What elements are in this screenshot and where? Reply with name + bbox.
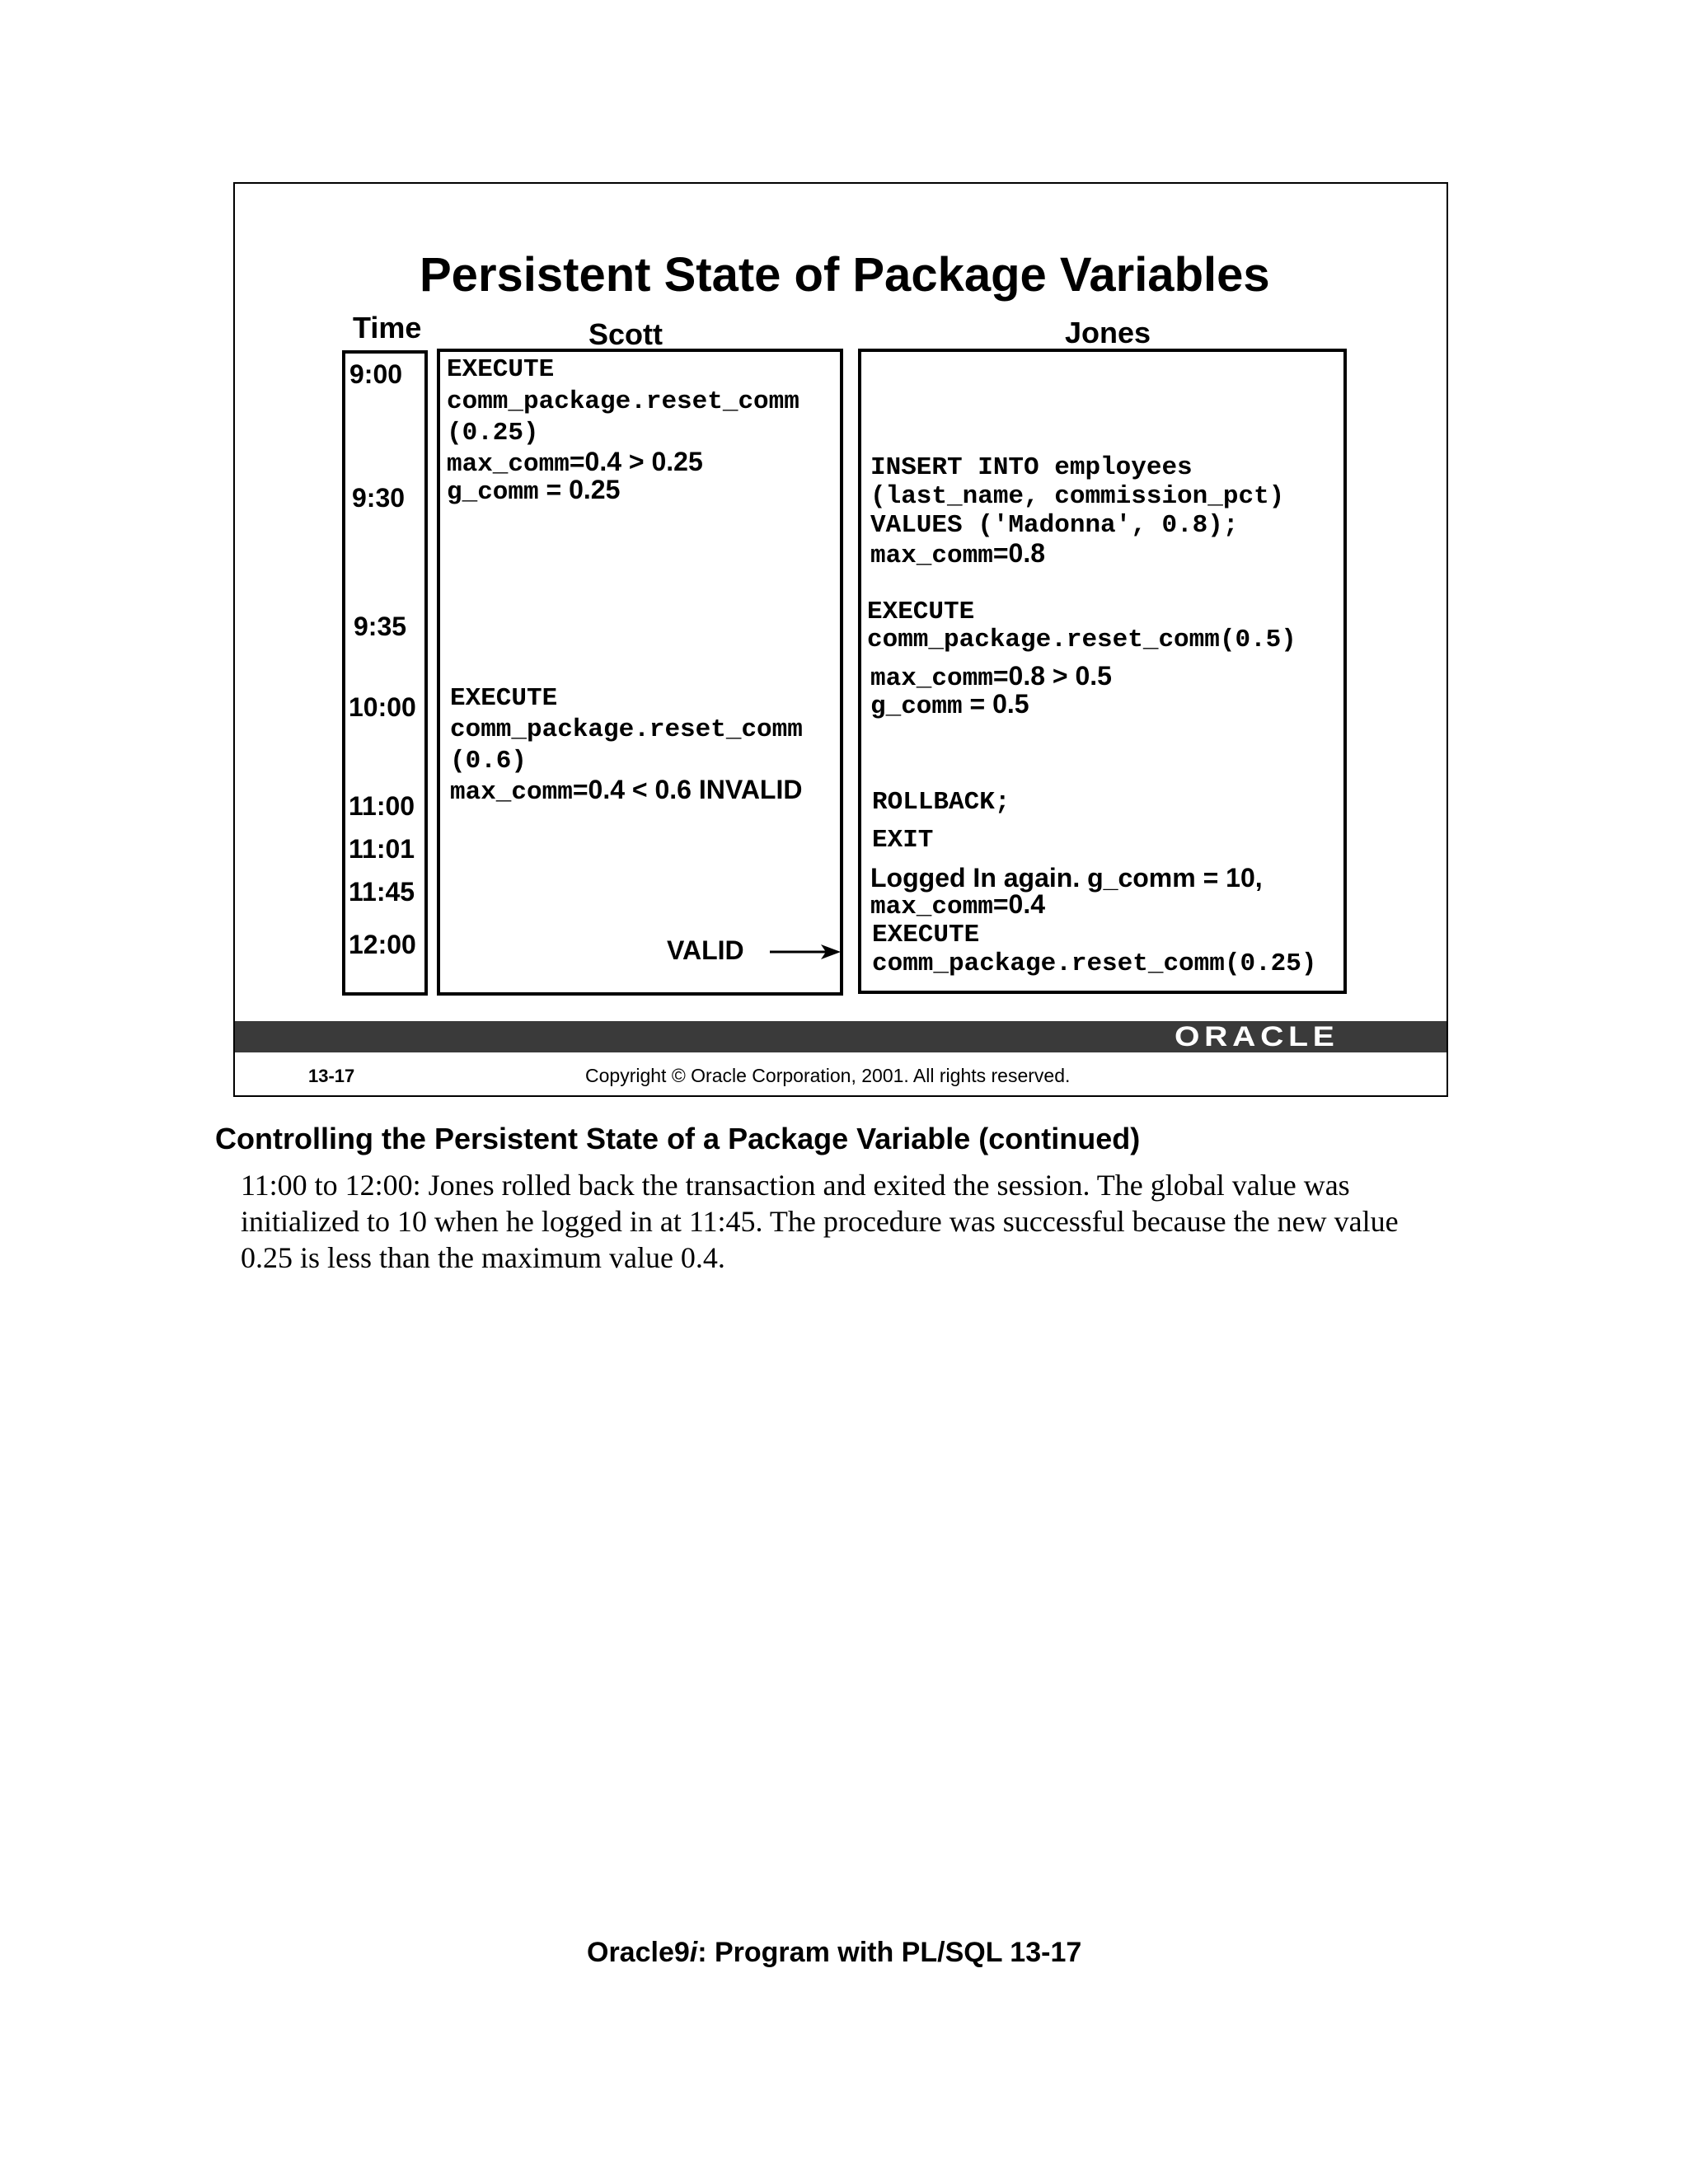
arrow-right-icon	[768, 940, 842, 964]
jones-call-2: comm_package.reset_comm(0.25)	[872, 949, 1317, 978]
scott-arg-2: (0.6)	[450, 747, 528, 776]
oracle-logo: ORACLE	[1175, 1021, 1339, 1052]
scott-column-header: Scott	[588, 317, 663, 351]
copyright-notice: Copyright © Oracle Corporation, 2001. All rights reserved.	[585, 1065, 1071, 1086]
time-label: 9:30	[352, 483, 406, 513]
time-label: 11:01	[349, 834, 415, 864]
jones-max-1: max_comm=0.8	[870, 538, 1045, 570]
jones-max-2: max_comm=0.4	[870, 889, 1045, 921]
jones-column-header: Jones	[1065, 316, 1151, 349]
jones-logged-in: Logged In again. g_comm = 10,	[870, 863, 1263, 893]
time-label: 9:00	[349, 359, 403, 389]
notes-line: initialized to 10 when he logged in at 11:45. The procedure was successful because the new value	[241, 1205, 1399, 1238]
scott-gcomm: g_comm = 0.25	[447, 475, 621, 507]
jones-gcomm: g_comm = 0.5	[870, 689, 1029, 721]
jones-rollback: ROLLBACK;	[872, 788, 1010, 817]
jones-call-1: comm_package.reset_comm(0.5)	[867, 626, 1296, 654]
time-label: 10:00	[349, 692, 416, 722]
notes-line: 11:00 to 12:00: Jones rolled back the transaction and exited the session. The global value was	[241, 1169, 1350, 1202]
scott-call-2: comm_package.reset_comm	[450, 715, 803, 744]
jones-check: max_comm=0.8 > 0.5	[870, 661, 1112, 693]
scott-execute-1: EXECUTE	[447, 355, 555, 384]
notes-heading: Controlling the Persistent State of a Package Variable (continued)	[215, 1122, 1141, 1155]
scott-execute-2: EXECUTE	[450, 684, 558, 713]
scott-arg-1: (0.25)	[447, 419, 539, 448]
jones-exit: EXIT	[872, 826, 934, 855]
time-label: 9:35	[354, 612, 407, 641]
jones-execute-1: EXECUTE	[867, 598, 975, 626]
time-column-header: Time	[353, 311, 422, 344]
scott-check-2: max_comm=0.4 < 0.6 INVALID	[450, 775, 803, 807]
scott-check-1: max_comm=0.4 > 0.25	[447, 447, 703, 479]
page-footer: Oracle9i: Program with PL/SQL 13-17	[587, 1937, 1082, 1968]
jones-insert-1: INSERT INTO employees	[870, 453, 1193, 482]
time-label: 11:00	[349, 791, 415, 821]
time-label: 12:00	[349, 930, 416, 959]
notes-body	[241, 1167, 1444, 1276]
slide-number: 13-17	[308, 1066, 355, 1086]
jones-execute-2: EXECUTE	[872, 921, 980, 949]
jones-insert-3: VALUES ('Madonna', 0.8);	[870, 511, 1239, 540]
jones-insert-2: (last_name, commission_pct)	[870, 482, 1285, 511]
valid-label: VALID	[667, 935, 744, 965]
slide-title: Persistent State of Package Variables	[420, 248, 1270, 302]
scott-call-1: comm_package.reset_comm	[447, 387, 799, 416]
time-label: 11:45	[349, 877, 415, 907]
notes-line: 0.25 is less than the maximum value 0.4.	[241, 1241, 725, 1274]
